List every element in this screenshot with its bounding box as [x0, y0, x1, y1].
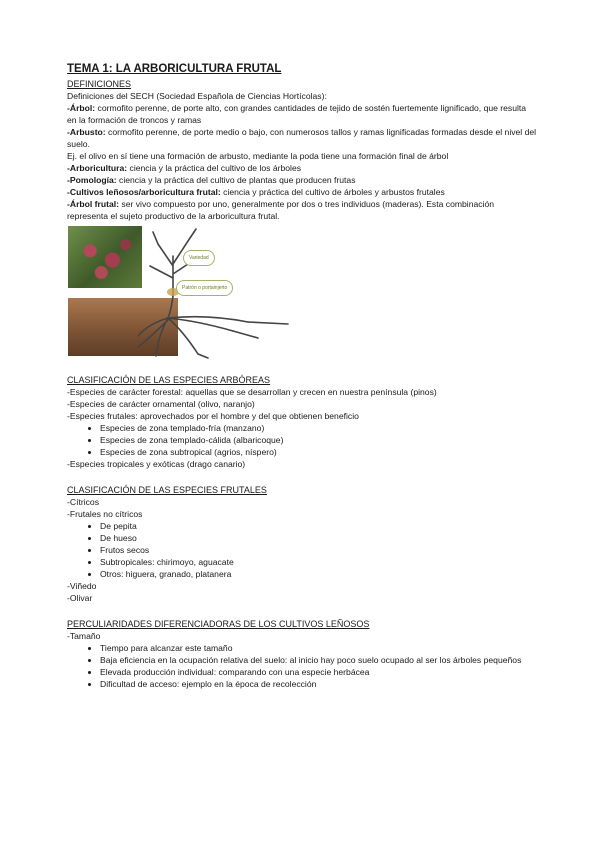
def-ejemplo: Ej. el olivo en sí tiene una formación de arbusto, mediante la poda tiene una formación final de árbol	[67, 151, 449, 161]
arboreas-heading: CLASIFICACIÓN DE LAS ESPECIES ARBÓREAS	[67, 375, 271, 385]
arboreas-forestal: -Especies de carácter forestal: aquellas que se desarrollan y crecen en nuestra península (pinos)	[67, 387, 437, 397]
list-item: • Tiempo para alcanzar este tamaño	[100, 642, 537, 654]
def-arbusto-text: cormofito perenne, de porte medio o bajo, con numerosos tallos y ramas lignificadas formadas desde el nivel del suelo.	[67, 127, 537, 149]
document-page	[67, 62, 537, 690]
peculiaridades-heading: PERCULIARIDADES DIFERENCIADORAS DE LOS CULTIVOS LEÑOSOS	[67, 619, 370, 629]
peculiaridades-list	[67, 642, 537, 690]
def-arbol	[67, 102, 537, 126]
list-item: • Frutos secos	[100, 544, 537, 556]
frutales-list	[67, 520, 537, 580]
list-item: • Especies de zona templado-fría (manzano)	[100, 422, 537, 434]
frutales-olivar: -Olivar	[67, 593, 93, 603]
list-item: • Especies de zona templado-cálida (albaricoque)	[100, 434, 537, 446]
definiciones-heading: DEFINICIONES	[67, 79, 132, 89]
frutales-vinedo: -Viñedo	[67, 581, 97, 591]
tree-figure	[68, 226, 293, 360]
list-item: • De pepita	[100, 520, 537, 532]
frutales-citricos: -Cítricos	[67, 497, 99, 507]
list-item: • Elevada producción individual: comparando con una especie herbácea	[100, 666, 537, 678]
peculiaridades-tamano: -Tamaño	[67, 631, 101, 641]
list-item: • Dificultad de acceso: ejemplo en la época de recolección	[100, 678, 537, 690]
def-lenosos-text: ciencia y práctica del cultivo de árboles y arbustos frutales	[220, 187, 445, 197]
arboreas-list	[67, 422, 537, 458]
def-arbol-text: cormofito perenne, de porte alto, con grandes cantidades de tejido de sostén fuertemente lignificado, que resulta en la formación de troncos y ramas	[67, 103, 527, 125]
def-pomologia	[67, 174, 537, 186]
def-pomologia-text: ciencia y la práctica del cultivo de plantas que producen frutas	[116, 175, 356, 185]
list-item: • Baja eficiencia en la ocupación relativa del suelo: al inicio hay poco suelo ocupado al ser los árboles pequeños	[100, 654, 537, 666]
list-item: • Especies de zona subtropical (agrios, níspero)	[100, 446, 537, 458]
arboreas-frutales: -Especies frutales: aprovechados por el hombre y del que obtienen beneficio	[67, 411, 359, 421]
label-patron: Patrón o portainjerto	[176, 280, 233, 296]
def-lenosos-term: -Cultivos leñosos/arboricultura frutal:	[67, 187, 221, 197]
def-frutal-term: -Árbol frutal:	[67, 199, 120, 209]
def-arboricultura-text: ciencia y la práctica del cultivo de los árboles	[127, 163, 302, 173]
def-arbusto	[67, 126, 537, 150]
def-pomologia-term: -Pomología:	[67, 175, 117, 185]
definiciones-intro: Definiciones del SECH (Sociedad Española de Ciencias Hortícolas):	[67, 91, 327, 101]
def-arboricultura	[67, 162, 537, 174]
def-frutal-text: ser vivo compuesto por uno, generalmente por dos o tres individuos (maderas). Esta combinación representa el sujeto productivo de la arboricultura frutal.	[67, 199, 495, 221]
page-title: TEMA 1: LA ARBORICULTURA FRUTAL	[67, 63, 282, 75]
def-arbol-term: -Árbol:	[67, 103, 96, 113]
def-lenosos	[67, 186, 537, 198]
list-item: • Otros: higuera, granado, platanera	[100, 568, 537, 580]
frutales-heading: CLASIFICACIÓN DE LAS ESPECIES FRUTALES	[67, 485, 267, 495]
label-variedad: Variedad	[183, 250, 215, 266]
list-item: • Subtropicales: chirimoyo, aguacate	[100, 556, 537, 568]
def-arbol-frutal	[67, 198, 537, 222]
frutales-no-citricos: -Frutales no cítricos	[67, 509, 143, 519]
def-arbusto-term: -Arbusto:	[67, 127, 106, 137]
arboreas-tropicales: -Especies tropicales y exóticas (drago canario)	[67, 459, 246, 469]
list-item: • De hueso	[100, 532, 537, 544]
arboreas-ornamental: -Especies de carácter ornamental (olivo, naranjo)	[67, 399, 255, 409]
fruit-photo	[68, 226, 142, 288]
def-arboricultura-term: -Arboricultura:	[67, 163, 128, 173]
